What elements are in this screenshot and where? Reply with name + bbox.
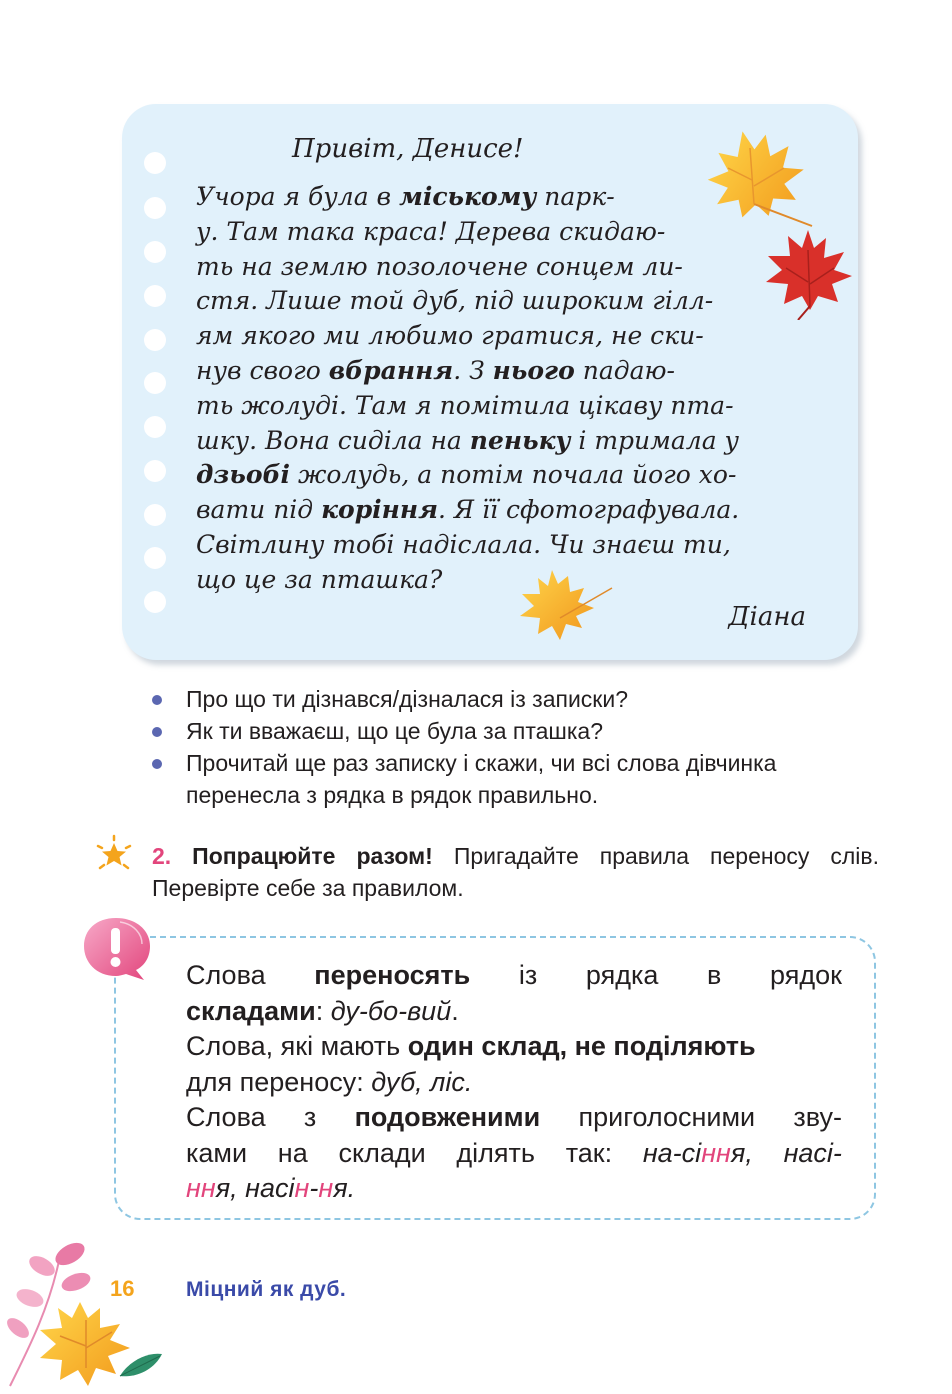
note-bold-word: міському bbox=[399, 182, 537, 211]
note-text-fragment: Учора я була в bbox=[196, 182, 400, 211]
rule-bold-term: складами bbox=[186, 995, 316, 1026]
rule-fragment: із bbox=[518, 960, 538, 990]
task-2 bbox=[152, 840, 879, 904]
orange-star-icon bbox=[94, 834, 134, 874]
yellow-maple-leaf-icon bbox=[694, 124, 818, 232]
yellow-maple-leaf-icon bbox=[512, 566, 616, 646]
rule-fragment: Слова, які мають bbox=[186, 1031, 408, 1061]
rule-line bbox=[186, 994, 842, 1030]
task-heading: Попрацюйте разом! bbox=[192, 843, 433, 869]
rule-fragment: я. bbox=[333, 1173, 356, 1203]
note-text-fragment: . З bbox=[453, 355, 493, 385]
rule-line bbox=[186, 958, 842, 994]
notebook-hole bbox=[144, 329, 166, 351]
note-body bbox=[196, 180, 816, 598]
bullet-icon bbox=[152, 695, 162, 705]
notebook-hole bbox=[144, 372, 166, 394]
note-line bbox=[196, 424, 816, 459]
bullet-icon bbox=[152, 759, 162, 769]
rule-fragment: дуб, ліс. bbox=[371, 1066, 473, 1097]
notebook-hole bbox=[144, 197, 166, 219]
rule-fragment: : bbox=[315, 995, 331, 1026]
rule-line bbox=[186, 1171, 842, 1207]
note-signature: Діана bbox=[728, 602, 806, 632]
note-line bbox=[196, 563, 816, 598]
question-text: Про що ти дізнався/дізналася із записки? bbox=[186, 686, 629, 712]
rule-fragment: в bbox=[707, 960, 722, 990]
note-line bbox=[196, 319, 816, 354]
note-line bbox=[196, 528, 816, 563]
rule-text bbox=[186, 958, 842, 1207]
autumn-branch-icon bbox=[0, 1236, 170, 1394]
note-text-fragment: нув свого bbox=[196, 355, 329, 385]
rule-highlight: н bbox=[318, 1173, 334, 1203]
rule-fragment: на-сі bbox=[642, 1137, 702, 1168]
notebook-hole bbox=[144, 460, 166, 482]
question-text: Як ти вважаєш, що це була за пташка? bbox=[186, 718, 604, 744]
rule-word bbox=[643, 1136, 753, 1172]
question-item bbox=[150, 683, 890, 715]
rule-highlight: нн bbox=[186, 1173, 216, 1203]
note-text-fragment: жолудь, а потім почала його хо- bbox=[290, 460, 737, 490]
note-line bbox=[196, 354, 816, 389]
rule-fragment: для переносу: bbox=[186, 1066, 372, 1097]
note-line bbox=[196, 284, 816, 319]
notebook-hole bbox=[144, 416, 166, 438]
note-text-fragment: шку. Вона сиділа на bbox=[196, 425, 470, 455]
note-text-fragment: ть жолуді. Там я помітила цікаву пта- bbox=[196, 390, 734, 420]
note-bold-word: коріння bbox=[321, 495, 439, 525]
notebook-hole bbox=[144, 241, 166, 263]
rule-fragment: з bbox=[303, 1102, 317, 1132]
note-text-fragment: Світлину тобі надіслала. Чи знаєш ти, bbox=[196, 529, 731, 559]
rule-fragment: рядок bbox=[770, 960, 842, 990]
rule-fragment: приголосними bbox=[578, 1102, 756, 1132]
note-bold-word: вбрання bbox=[328, 355, 454, 385]
notebook-hole bbox=[144, 152, 166, 174]
rule-bold-term: один склад, не поділяють bbox=[407, 1031, 756, 1061]
rule-fragment: ділять bbox=[456, 1137, 535, 1168]
task-number: 2. bbox=[152, 843, 172, 869]
notebook-hole bbox=[144, 547, 166, 569]
note-text-fragment: стя. Лише той дуб, під широким гілл- bbox=[196, 286, 714, 316]
note-text-fragment: падаю- bbox=[574, 355, 675, 385]
rule-fragment: Слова bbox=[186, 1102, 266, 1132]
rule-line bbox=[186, 1136, 842, 1172]
rule-fragment: склади bbox=[338, 1137, 426, 1168]
note-bold-word: дзьобі bbox=[196, 460, 291, 490]
note-text-fragment: і тримала у bbox=[570, 425, 740, 455]
note-greeting: Привіт, Денисе! bbox=[292, 134, 524, 164]
note-text-fragment: . Я її сфотографувала. bbox=[438, 495, 740, 525]
rule-highlight: нн bbox=[701, 1137, 731, 1168]
task-text: Пригадайте правила переносу слів. Перевірте себе за правилом. bbox=[152, 843, 879, 901]
note-text-fragment: у. Там така краса! Дерева скидаю- bbox=[196, 216, 666, 246]
rule-fragment: насі- bbox=[783, 1137, 842, 1168]
rule-fragment: так: bbox=[565, 1137, 613, 1168]
rule-fragment: на bbox=[277, 1137, 308, 1168]
note-bold-word: пеньку bbox=[469, 425, 571, 455]
rule-fragment: - bbox=[309, 1173, 319, 1203]
note-text-fragment: ям якого ми любимо гратися, не ски- bbox=[196, 321, 704, 351]
rule-fragment: Слова bbox=[186, 960, 266, 990]
running-title: Міцний як дуб. bbox=[186, 1278, 347, 1301]
notebook-hole bbox=[144, 591, 166, 613]
question-text: Прочитай ще раз записку і скажи, чи всі слова дівчинка перенесла з рядка в рядок правильно. bbox=[186, 750, 777, 808]
rule-line bbox=[186, 1029, 842, 1065]
note-text-fragment: ть на землю позолочене сонцем ли- bbox=[196, 251, 683, 281]
page-number: 16 bbox=[110, 1276, 135, 1301]
rule-fragment: зву- bbox=[793, 1102, 842, 1132]
rule-line bbox=[186, 1100, 842, 1136]
red-maple-leaf-icon bbox=[758, 226, 854, 320]
question-item bbox=[150, 715, 890, 747]
rule-fragment: рядка bbox=[585, 960, 659, 990]
note-line bbox=[196, 458, 816, 493]
note-text-fragment: парк- bbox=[536, 182, 615, 211]
rule-fragment: я, bbox=[730, 1137, 753, 1168]
rule-highlight: н bbox=[294, 1173, 310, 1203]
note-line bbox=[196, 493, 816, 528]
note-line bbox=[196, 250, 816, 285]
rule-fragment: ками bbox=[186, 1137, 248, 1168]
rule-bold-term: подовженими bbox=[354, 1102, 541, 1132]
rule-fragment: ду-бо-вий bbox=[330, 995, 452, 1026]
notebook-hole bbox=[144, 504, 166, 526]
rule-line bbox=[186, 1065, 842, 1101]
rule-fragment: я, насі bbox=[215, 1173, 295, 1203]
note-text-fragment: що це за пташка? bbox=[196, 564, 443, 594]
rule-word bbox=[784, 1136, 842, 1172]
bullet-icon bbox=[152, 727, 162, 737]
question-item bbox=[150, 747, 890, 811]
exclamation-bubble-icon bbox=[80, 914, 154, 982]
rule-bold-term: переносять bbox=[314, 960, 471, 990]
note-line bbox=[196, 389, 816, 424]
notebook-hole bbox=[144, 285, 166, 307]
note-bold-word: нього bbox=[492, 355, 575, 385]
question-list bbox=[150, 683, 890, 811]
note-text-fragment: вати під bbox=[196, 495, 322, 525]
rule-fragment: . bbox=[451, 995, 459, 1026]
